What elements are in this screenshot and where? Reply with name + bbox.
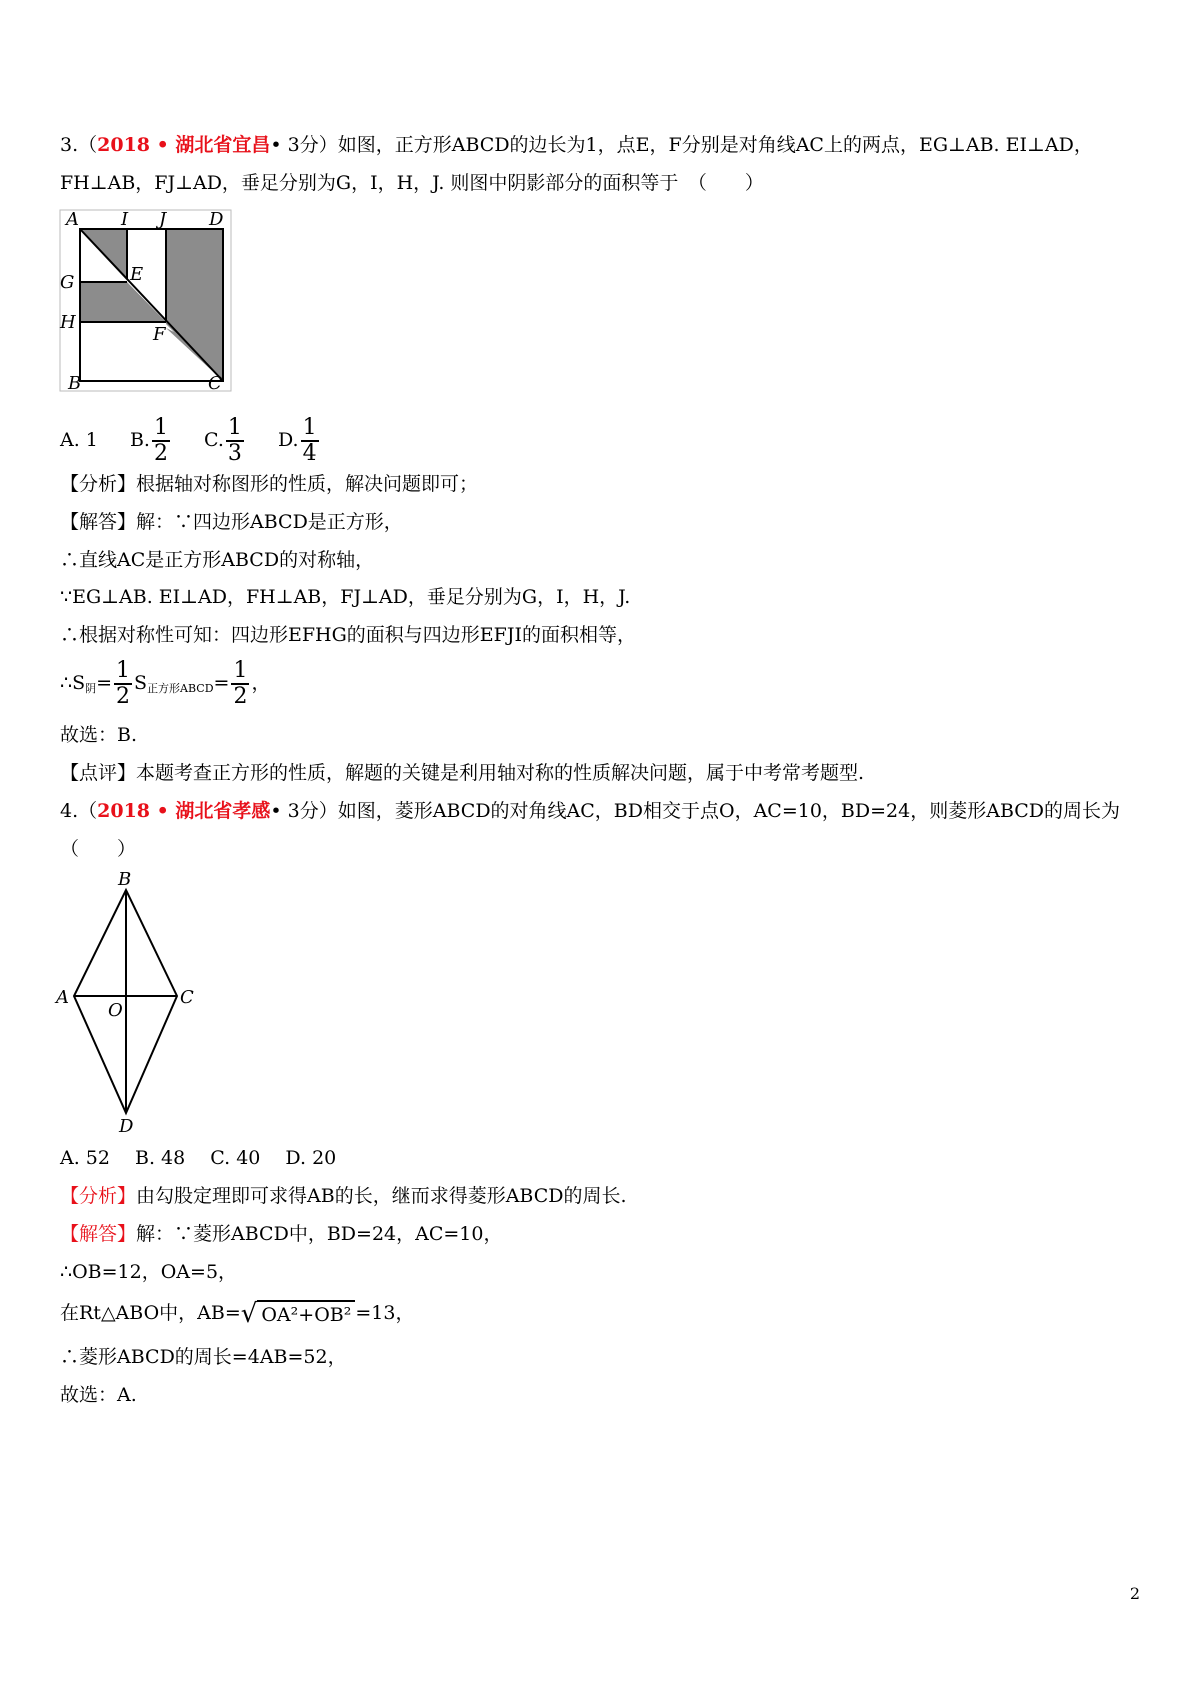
- q3-label-i: I: [121, 209, 129, 230]
- page-number: 2: [1129, 1584, 1140, 1603]
- q4-label-c: C: [180, 987, 194, 1008]
- q3-option-c: C. $\frac{1}{3}$: [204, 415, 242, 466]
- q3-option-b: B. $\frac{1}{2}$: [129, 415, 168, 466]
- q3-source: 2018 • 湖北省宜昌: [97, 134, 271, 156]
- q3-stem-line2: FH⊥AB，FJ⊥AD，垂足分别为G，I，H，J. 则图中阴影部分的面积等于 （ ）: [60, 172, 764, 194]
- q3-option-d: D. $\frac{1}{4}$: [277, 415, 317, 466]
- q3-solution-line5: $\therefore S_阴=$ $\frac{1}{2}$ $S_{正方形ABCD}=$ $\frac{1}{2}$ ，: [60, 658, 271, 709]
- q3-label-e: E: [130, 264, 144, 285]
- q3-analysis: 【分析】根据轴对称图形的性质，解决问题即可；: [60, 473, 479, 495]
- q4-label-a: A: [56, 987, 69, 1008]
- q3-label-d: D: [209, 209, 224, 230]
- q4-options: A. 52 B. 48 C. 40 D. 20: [60, 1147, 337, 1169]
- q4-solution-line4: ∴菱形ABCD的周长=4AB=52，: [60, 1346, 347, 1368]
- q3-options: [60, 412, 347, 468]
- q4-label-o: O: [108, 1000, 123, 1021]
- q4-source: 2018 • 湖北省孝感: [97, 800, 271, 822]
- q3-option-a: A. 1: [60, 429, 98, 451]
- q3-solution-line3: ∵EG⊥AB. EI⊥AD，FH⊥AB，FJ⊥AD，垂足分别为G，I，H，J.: [60, 586, 631, 608]
- q4-label-b: B: [118, 869, 132, 890]
- q3-stem-text: • 3分）如图，正方形ABCD的边长为1，点E，F分别是对角线AC上的两点，EG⊥AB. EI⊥AD，: [270, 134, 1093, 156]
- q3-shade-right: [166, 229, 223, 381]
- q3-solution-line1: 【解答】解：∵四边形ABCD是正方形，: [60, 511, 403, 533]
- q4-stem-text: • 3分）如图，菱形ABCD的对角线AC，BD相交于点O，AC=10，BD=24，则菱形ABCD的周长为: [270, 800, 1121, 822]
- q4-solution-line1: 【解答】解：∵菱形ABCD中，BD=24，AC=10，: [60, 1223, 503, 1245]
- q3-stem-line1: [60, 130, 1093, 160]
- q4-stem-line1: [60, 796, 1120, 826]
- q4-analysis: 【分析】由勾股定理即可求得AB的长，继而求得菱形ABCD的周长.: [60, 1185, 627, 1207]
- q4-choice: 故选：A.: [60, 1384, 137, 1406]
- q4-stem-line2: （ ）: [60, 838, 137, 860]
- q3-label-g: G: [60, 272, 75, 293]
- q3-square-figure: [58, 208, 233, 393]
- q3-label-b: B: [68, 373, 82, 393]
- q3-label-h: H: [60, 312, 76, 333]
- q3-label-a: A: [66, 209, 79, 230]
- q3-solution-line2: ∴直线AC是正方形ABCD的对称轴，: [60, 549, 375, 571]
- q4-solution-line3: 在Rt△ABO中，AB=√ OA²+OB² =13，: [60, 1299, 415, 1329]
- q3-choice: 故选：B.: [60, 724, 138, 746]
- q3-solution-line4: ∴根据对称性可知：四边形EFHG的面积与四边形EFJI的面积相等，: [60, 624, 636, 646]
- q4-solution-line2: ∴OB=12，OA=5，: [60, 1261, 238, 1283]
- q4-number: 4.（: [60, 800, 98, 822]
- q3-label-c: C: [208, 373, 222, 393]
- q4-label-d: D: [119, 1116, 134, 1137]
- q3-shade-left: [80, 282, 166, 322]
- q3-label-f: F: [153, 324, 166, 345]
- q3-comment: 【点评】本题考查正方形的性质，解题的关键是利用轴对称的性质解决问题，属于中考常考题型.: [60, 762, 865, 784]
- q3-label-j: J: [159, 209, 167, 230]
- q3-number: 3.（: [60, 134, 98, 156]
- q4-rhombus-figure: [52, 868, 212, 1138]
